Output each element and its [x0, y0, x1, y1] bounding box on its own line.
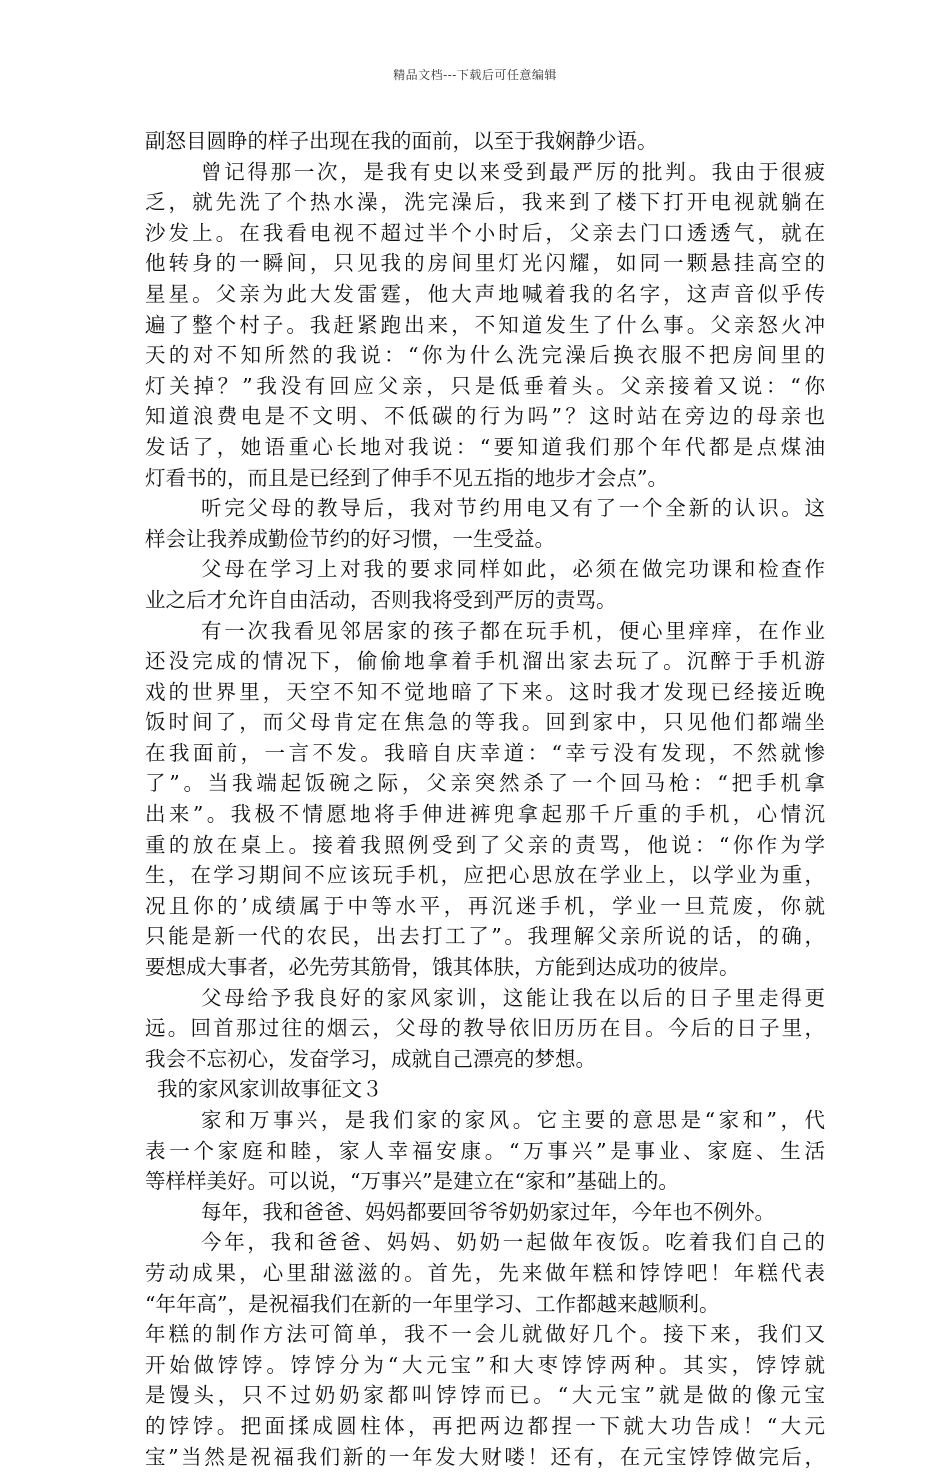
text-line: 了”。当我端起饭碗之际，父亲突然杀了一个回马枪：“把手机拿: [145, 771, 825, 796]
text-line: 业之后才允许自由活动，否则我将受到严厉的责骂。: [145, 587, 617, 612]
text-line: “年年高”，是祝福我们在新的一年里学习、工作都越来越顺利。: [145, 1291, 720, 1316]
text-line: 年糕的制作方法可简单，我不一会儿就做好几个。接下来，我们又: [145, 1322, 825, 1347]
text-line: 宝”当然是祝福我们新的一年发大财喽！还有，在元宝饽饽做完后，: [145, 1444, 825, 1469]
text-line: 远。回首那过往的烟云，父母的教导依旧历历在目。今后的日子里，: [145, 1016, 825, 1041]
text-line: 知道浪费电是不文明、不低碳的行为吗”？这时站在旁边的母亲也: [145, 404, 825, 429]
text-line: 的饽饽。把面揉成圆柱体，再把两边都捏一下就大功告成！“大元: [145, 1413, 825, 1438]
text-line: 遍了整个村子。我赶紧跑出来，不知道发生了什么事。父亲怒火冲: [145, 312, 825, 337]
text-line: 今年，我和爸爸、妈妈、奶奶一起做年夜饭。吃着我们自己的: [201, 1230, 825, 1255]
text-line: 灯关掉？”我没有回应父亲，只是低垂着头。父亲接着又说：“你: [145, 373, 825, 398]
page-header: 精品文档---下载后可任意编辑: [393, 68, 557, 82]
text-line: 发话了，她语重心长地对我说：“要知道我们那个年代都是点煤油: [145, 434, 825, 459]
text-line: 曾记得那一次，是我有史以来受到最严厉的批判。我由于很疲: [201, 159, 825, 184]
text-line: 在我面前，一言不发。我暗自庆幸道：“幸亏没有发现，不然就惨: [145, 740, 825, 765]
text-line: 灯看书的，而且是已经到了伸手不见五指的地步才会点”。: [145, 465, 668, 490]
text-line: 是馒头，只不过奶奶家都叫饽饽而已。“大元宝”就是做的像元宝: [145, 1383, 825, 1408]
text-line: 开始做饽饽。饽饽分为“大元宝”和大枣饽饽两种。其实，饽饽就: [145, 1352, 825, 1377]
text-line: 况且你的’成绩属于中等水平，再沉迷手机，学业一旦荒废，你就: [145, 893, 825, 918]
text-line: 饭时间了，而父母肯定在焦急的等我。回到家中，只见他们都端坐: [145, 710, 825, 735]
text-line: 生，在学习期间不应该玩手机，应把心思放在学业上，以学业为重，: [145, 863, 825, 888]
section-heading: 我的家风家训故事征文３: [157, 1077, 383, 1102]
text-line: 有一次我看见邻居家的孩子都在玩手机，便心里痒痒，在作业: [201, 618, 825, 643]
text-line: 乏，就先洗了个热水澡，洗完澡后，我来到了楼下打开电视就躺在: [145, 190, 825, 215]
text-line: 星星。父亲为此大发雷霆，他大声地喊着我的名字，这声音似乎传: [145, 281, 825, 306]
body-text: [145, 126, 825, 1472]
text-line: 等样样美好。可以说，“万事兴”是建立在“家和”基础上的。: [145, 1169, 679, 1194]
text-line: 还没完成的情况下，偷偷地拿着手机溜出家去玩了。沉醉于手机游: [145, 649, 825, 674]
text-line: 我会不忘初心，发奋学习，成就自己漂亮的梦想。: [145, 1046, 596, 1071]
text-line: 样会让我养成勤俭节约的好习惯，一生受益。: [145, 526, 555, 551]
text-line: 沙发上。在我看电视不超过半个小时后，父亲去门口透透气，就在: [145, 220, 825, 245]
text-line: 听完父母的教导后，我对节约用电又有了一个全新的认识。这: [201, 496, 825, 521]
text-line: 只能是新一代的农民，出去打工了”。我理解父亲所说的话，的确，: [145, 924, 825, 949]
text-line: 家和万事兴，是我们家的家风。它主要的意思是“家和”，代: [201, 1108, 825, 1132]
text-line: 劳动成果，心里甜滋滋的。首先，先来做年糕和饽饽吧！年糕代表: [145, 1260, 825, 1285]
text-line: 他转身的一瞬间，只见我的房间里灯光闪耀，如同一颗悬挂高空的: [145, 251, 825, 276]
text-line: 天的对不知所然的我说：“你为什么洗完澡后换衣服不把房间里的: [145, 343, 825, 368]
text-line: 出来”。我极不情愿地将手伸进裤兜拿起那千斤重的手机，心情沉: [145, 802, 825, 827]
text-line: 戏的世界里，天空不知不觉地暗了下来。这时我才发现已经接近晚: [145, 679, 825, 704]
text-line: 父母给予我良好的家风家训，这能让我在以后的日子里走得更: [201, 985, 825, 1010]
text-line: 副怒目圆睁的样子出现在我的面前，以至于我娴静少语。: [145, 129, 658, 153]
text-line: 父母在学习上对我的要求同样如此，必须在做完功课和检查作: [201, 557, 825, 582]
text-line: 重的放在桌上。接着我照例受到了父亲的责骂，他说：“你作为学: [145, 832, 825, 857]
text-line: 每年，我和爸爸、妈妈都要回爷爷奶奶家过年，今年也不例外。: [201, 1199, 775, 1224]
text-line: 表一个家庭和睦，家人幸福安康。“万事兴”是事业、家庭、生活: [145, 1138, 825, 1163]
text-line: 要想成大事者，必先劳其筋骨，饿其体肤，方能到达成功的彼岸。: [145, 955, 740, 980]
